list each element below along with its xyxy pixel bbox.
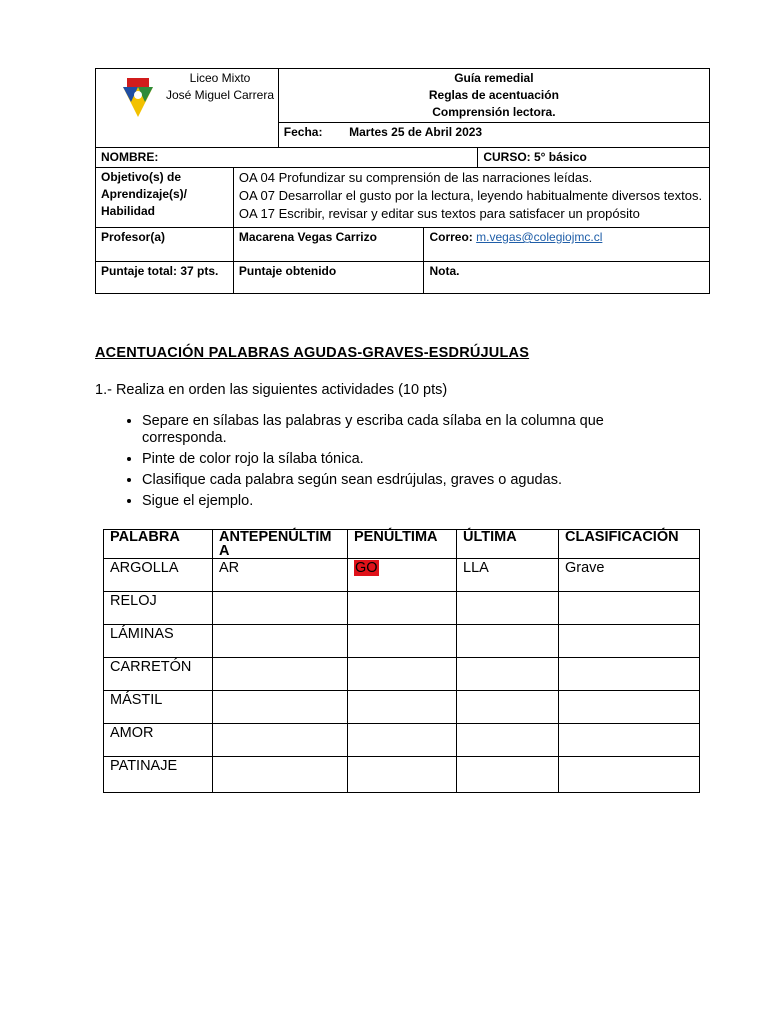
- date-label: Fecha:: [283, 125, 323, 139]
- syllable: LLA: [463, 560, 489, 576]
- school-cell: [96, 69, 279, 148]
- antepenultima-cell[interactable]: [213, 691, 348, 724]
- school-name-line2: José Miguel Carrera: [165, 88, 275, 102]
- teacher-label: Profesor(a): [101, 230, 166, 244]
- guide-title-cell: [278, 69, 709, 123]
- objective-item: OA 07 Desarrollar el gusto por la lectura, leyendo habitualmente diversos textos.: [238, 188, 703, 203]
- classification-cell[interactable]: [559, 592, 700, 625]
- table-row: [104, 724, 700, 757]
- objectives-cell: [233, 168, 709, 228]
- table-row: [104, 625, 700, 658]
- teacher-label-cell: [96, 228, 234, 262]
- ultima-cell[interactable]: [457, 724, 559, 757]
- table-row: [104, 691, 700, 724]
- question-1: 1.- Realiza en orden las siguientes actividades (10 pts): [95, 382, 448, 398]
- antepenultima-cell[interactable]: [213, 559, 348, 592]
- penultima-cell[interactable]: [348, 592, 457, 625]
- penultima-cell[interactable]: [348, 757, 457, 793]
- syllable: AR: [219, 560, 240, 576]
- teacher-name: Macarena Vegas Carrizo: [238, 230, 377, 244]
- date-value: Martes 25 de Abril 2023: [349, 125, 483, 139]
- name-cell: [96, 148, 478, 168]
- antepenultima-cell[interactable]: [213, 658, 348, 691]
- ultima-cell[interactable]: [457, 658, 559, 691]
- teacher-name-cell: [233, 228, 424, 262]
- penultima-cell[interactable]: [348, 559, 457, 592]
- classification-cell[interactable]: [559, 724, 700, 757]
- antepenultima-cell[interactable]: [213, 592, 348, 625]
- objective-label: Objetivo(s) de Aprendizaje(s)/ Habilidad: [101, 170, 188, 218]
- antepenultima-cell[interactable]: [213, 757, 348, 793]
- header-ultima: ÚLTIMA: [457, 530, 559, 559]
- word-cell: LÁMINAS: [104, 625, 213, 658]
- date-cell: [278, 123, 709, 148]
- penultima-cell[interactable]: [348, 691, 457, 724]
- header-table: [95, 68, 710, 294]
- word-cell: PATINAJE: [104, 757, 213, 793]
- ultima-cell[interactable]: [457, 757, 559, 793]
- ultima-cell[interactable]: [457, 625, 559, 658]
- objective-label-cell: [96, 168, 234, 228]
- email-link[interactable]: m.vegas@colegiojmc.cl: [476, 230, 603, 244]
- school-name-line1: Liceo Mixto: [189, 71, 251, 85]
- header-penultima: PENÚLTIMA: [348, 530, 457, 559]
- header-antepenultima: ANTEPENÚLTIMA: [213, 530, 348, 559]
- email-cell: [424, 228, 710, 262]
- classification: Grave: [565, 560, 605, 576]
- word-cell: ARGOLLA: [104, 559, 213, 592]
- word-cell: MÁSTIL: [104, 691, 213, 724]
- obtained-score: Puntaje obtenido: [238, 264, 337, 278]
- header-clasificacion: CLASIFICACIÓN: [559, 530, 700, 559]
- instruction-item: • Clasifique cada palabra según sean esdrújulas, graves o agudas.: [142, 472, 682, 489]
- total-score-cell: [96, 262, 234, 294]
- tonic-syllable: GO: [355, 560, 378, 576]
- header-palabra: PALABRA: [104, 530, 213, 559]
- grade-cell: [424, 262, 710, 294]
- word-cell: AMOR: [104, 724, 213, 757]
- word-cell: CARRETÓN: [104, 658, 213, 691]
- name-label: NOMBRE:: [101, 150, 159, 164]
- instruction-item: • Pinte de color rojo la sílaba tónica.: [142, 451, 682, 468]
- guide-topic: Reglas de acentuación: [428, 88, 559, 102]
- guide-subtitle: Comprensión lectora.: [432, 105, 556, 119]
- ultima-cell[interactable]: [457, 691, 559, 724]
- email-label: Correo:: [429, 230, 473, 244]
- penultima-cell[interactable]: [348, 658, 457, 691]
- word-cell: RELOJ: [104, 592, 213, 625]
- ultima-cell[interactable]: [457, 559, 559, 592]
- instruction-item: • Sigue el ejemplo.: [142, 493, 682, 510]
- antepenultima-cell[interactable]: [213, 724, 348, 757]
- table-row: [104, 757, 700, 793]
- section-title: ACENTUACIÓN PALABRAS AGUDAS-GRAVES-ESDRÚJULAS: [95, 345, 530, 361]
- table-row: [104, 592, 700, 625]
- grade-label: Nota.: [429, 264, 460, 278]
- course-label: CURSO: 5° básico: [483, 150, 587, 164]
- classification-cell[interactable]: [559, 559, 700, 592]
- objective-item: OA 04 Profundizar su comprensión de las narraciones leídas.: [238, 170, 593, 185]
- classification-cell[interactable]: [559, 625, 700, 658]
- classification-cell[interactable]: [559, 757, 700, 793]
- obtained-score-cell: [233, 262, 424, 294]
- instruction-list: [118, 413, 682, 514]
- table-row: [104, 658, 700, 691]
- objective-item: OA 17 Escribir, revisar y editar sus textos para satisfacer un propósito: [238, 206, 640, 221]
- classification-cell[interactable]: [559, 658, 700, 691]
- ultima-cell[interactable]: [457, 592, 559, 625]
- table-row: [104, 559, 700, 592]
- guide-title: Guía remedial: [454, 71, 534, 85]
- penultima-cell[interactable]: [348, 724, 457, 757]
- course-cell: [478, 148, 710, 168]
- antepenultima-cell[interactable]: [213, 625, 348, 658]
- instruction-item: • Separe en sílabas las palabras y escriba cada sílaba en la columna que corresponda.: [142, 413, 682, 447]
- penultima-cell[interactable]: [348, 625, 457, 658]
- total-score: Puntaje total: 37 pts.: [101, 264, 219, 278]
- syllable-table: [103, 529, 700, 793]
- classification-cell[interactable]: [559, 691, 700, 724]
